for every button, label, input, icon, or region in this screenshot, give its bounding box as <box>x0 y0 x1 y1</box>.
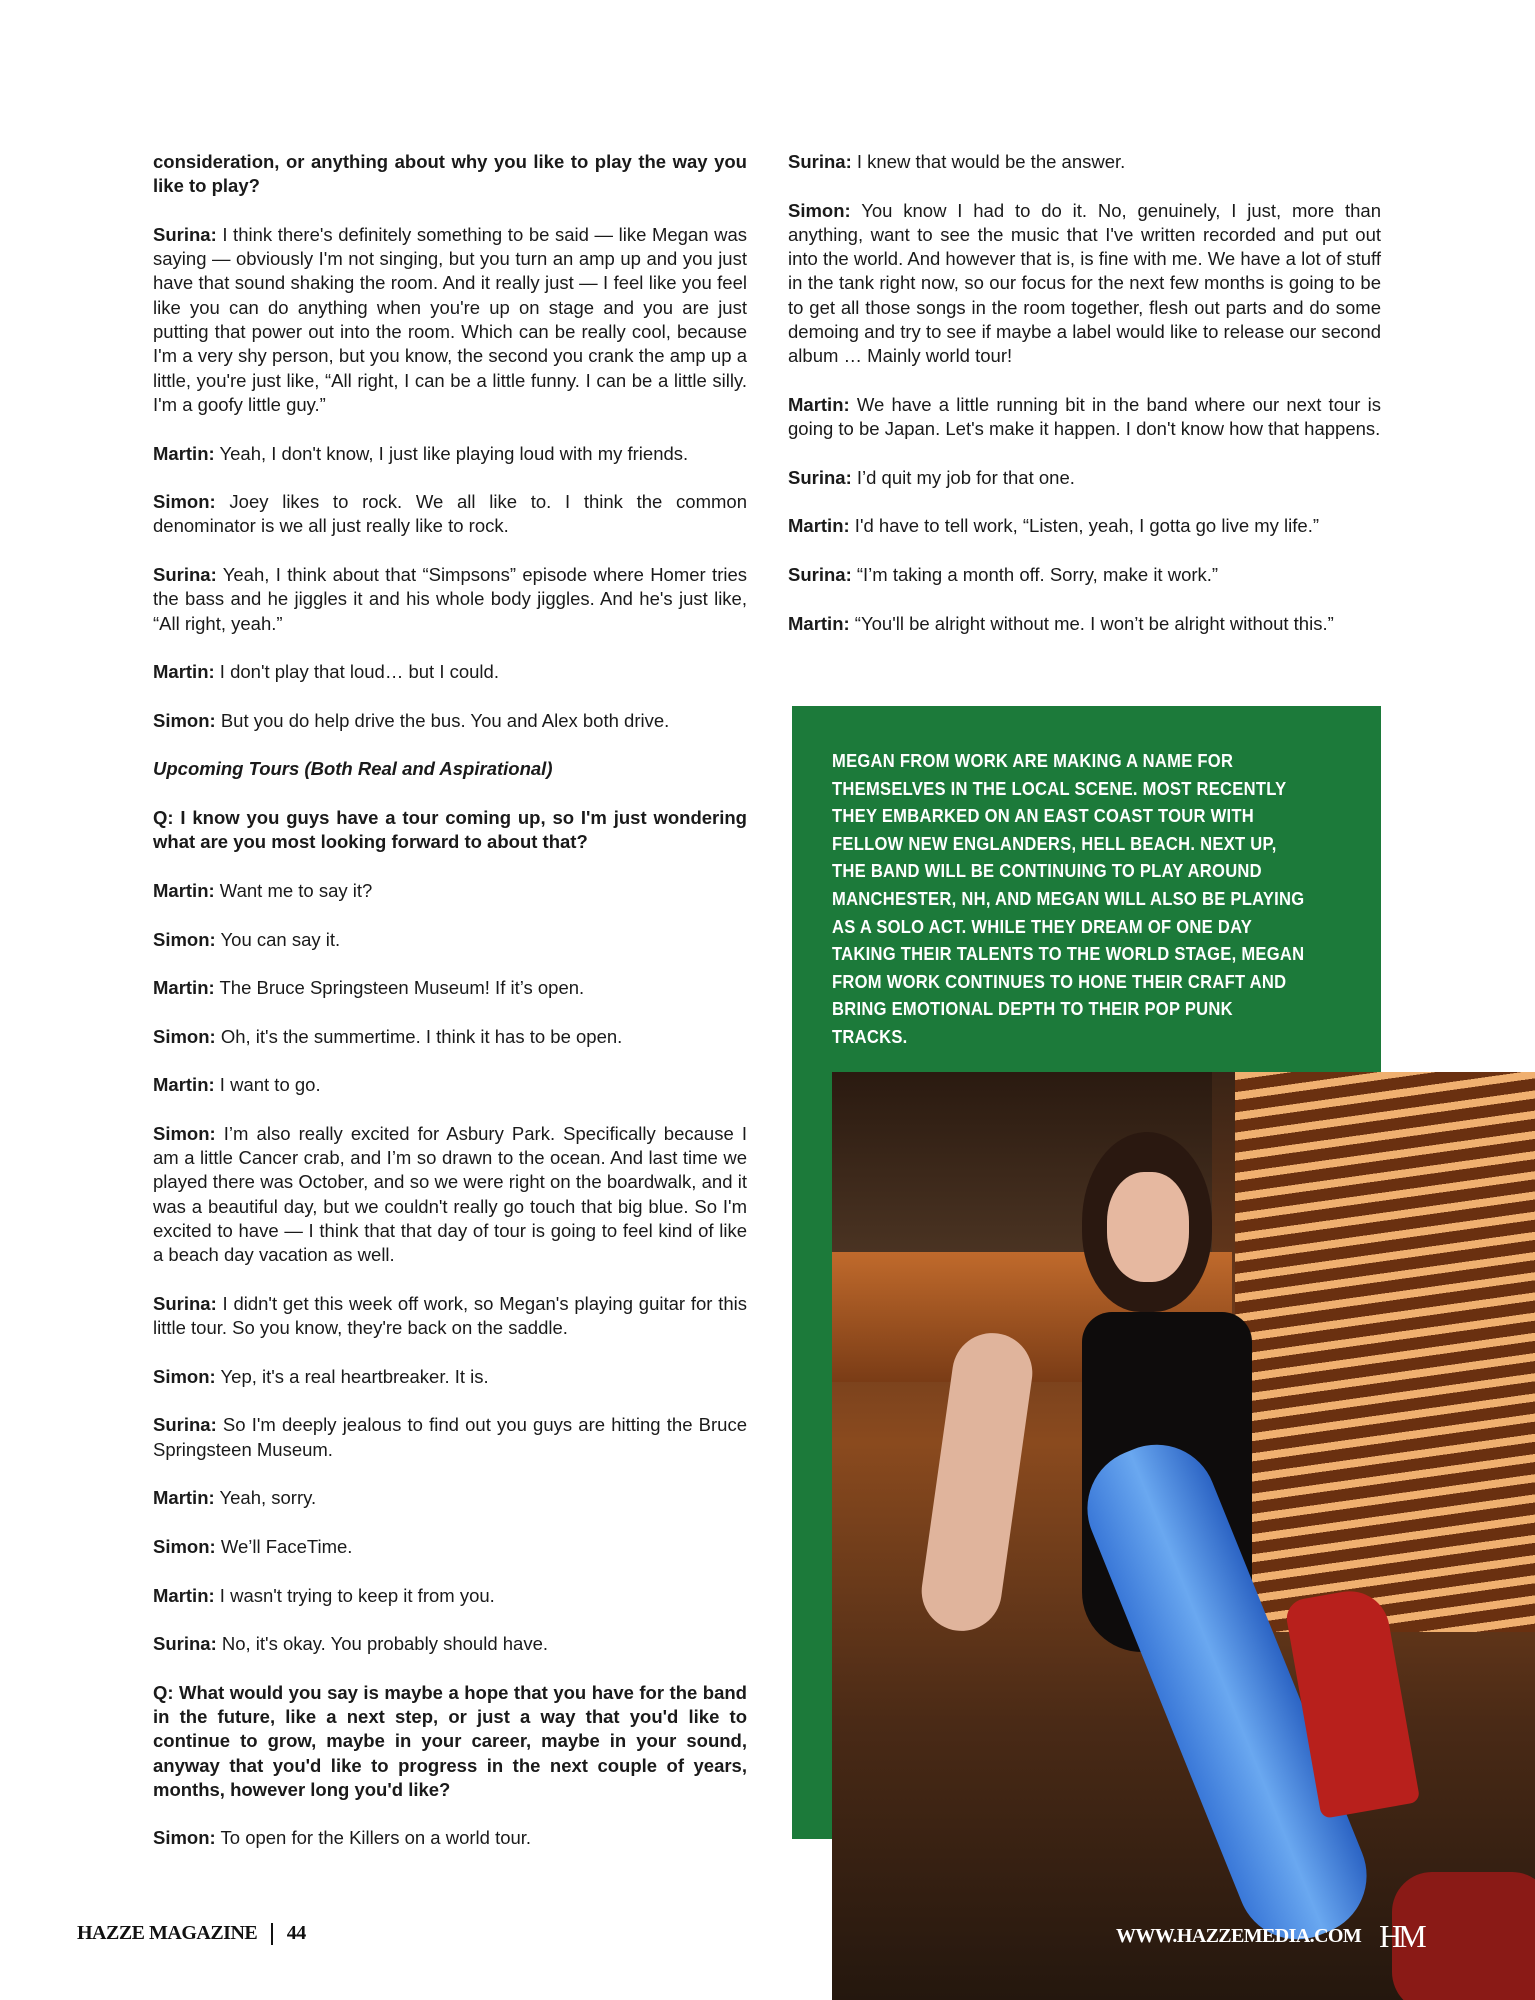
interview-question: Q: What would you say is maybe a hope that you have for the band in the future, like a next step, or just a way that you'd like to continue to grow, maybe in your career, maybe in your sound, anyway that you'd like to progress in the next couple of years, months, however long you'd like? <box>153 1681 747 1800</box>
speaker-name: Surina: <box>788 564 852 586</box>
speaker-text: I think there's definitely something to be said — like Megan was saying — obviously I'm not singing, but you turn an amp up and you just have that sound shaking the room. And it really just — I feel like you feel like you can do anything when you're up on stage and you are just putting that power out into the room. Which can be really cool, because I'm a very shy person, but you know, the second you crank the amp up a little, you're just like, “All right, I can be a little funny. I can be a little silly. I'm a goofy little guy.” <box>153 223 747 415</box>
speaker-text: Want me to say it? <box>214 879 373 901</box>
hazze-logo: HM <box>1379 1918 1423 1954</box>
speaker-name: Simon: <box>153 709 216 731</box>
speaker-name: Martin: <box>153 1584 215 1606</box>
speaker-name: Surina: <box>153 564 217 586</box>
interview-line <box>153 976 747 1000</box>
speaker-name: Surina: <box>153 1414 217 1436</box>
interview-line <box>153 709 747 733</box>
speaker-text: We have a little running bit in the band where our next tour is going to be Japan. Let's make it happen. I don't know how that happens. <box>788 393 1381 440</box>
speaker-text: To open for the Killers on a world tour. <box>215 1827 532 1849</box>
speaker-name: Surina: <box>153 1292 217 1314</box>
speaker-text: You can say it. <box>215 928 341 950</box>
speaker-text: I want to go. <box>214 1074 321 1096</box>
interview-line <box>153 1535 747 1559</box>
speaker-text: I didn't get this week off work, so Megan's playing guitar for this little tour. So you know, they're back on the saddle. <box>153 1292 747 1339</box>
speaker-name: Martin: <box>788 612 850 634</box>
left-article-column <box>153 150 747 1875</box>
interview-line <box>153 1826 747 1850</box>
website-link[interactable]: WWW.HAZZEMEDIA.COM <box>1116 1925 1362 1947</box>
footer-divider <box>271 1923 273 1945</box>
interview-line <box>153 1292 747 1341</box>
speaker-text: Yeah, I think about that “Simpsons” episode where Homer tries the bass and he jiggles it and his whole body jiggles. And he's just like, “All right, yeah.” <box>153 564 747 634</box>
speaker-text: “You'll be alright without me. I won’t be alright without this.” <box>849 612 1334 634</box>
interview-line <box>153 563 747 636</box>
sidebar-box-text: MEGAN FROM WORK ARE MAKING A NAME FOR THEMSELVES IN THE LOCAL SCENE. MOST RECENTLY THEY EMBARKED ON AN EAST COAST TOUR WITH FELLOW NEW ENGLANDERS, HELL BEACH. NEXT UP, THE BAND WILL BE CONTINUING TO PLAY AROUND MANCHESTER, NH, AND MEGAN WILL ALSO BE PLAYING AS A SOLO ACT. WHILE THEY DREAM OF ONE DAY TAKING THEIR TALENTS TO THE WORLD STAGE, MEGAN FROM WORK CONTINUES TO HONE THEIR CRAFT AND BRING EMOTIONAL DEPTH TO THEIR POP PUNK TRACKS. <box>832 751 1305 1047</box>
interview-line <box>153 879 747 903</box>
speaker-name: Surina: <box>788 151 852 172</box>
footer-magazine <box>77 1922 306 1945</box>
speaker-name: Martin: <box>153 1487 215 1509</box>
interview-line <box>153 1025 747 1049</box>
speaker-text: So I'm deeply jealous to find out you guys are hitting the Bruce Springsteen Museum. <box>153 1414 747 1460</box>
interview-line <box>788 466 1381 490</box>
magazine-name: HAZZE MAGAZINE <box>77 1922 258 1944</box>
speaker-text: We’ll FaceTime. <box>215 1535 353 1557</box>
speaker-text: I knew that would be the answer. <box>851 151 1126 172</box>
interview-line <box>153 1584 747 1608</box>
speaker-name: Martin: <box>153 661 215 683</box>
interview-line <box>153 1486 747 1510</box>
speaker-text: Oh, it's the summertime. I think it has to be open. <box>215 1025 623 1047</box>
speaker-name: Martin: <box>788 515 850 537</box>
speaker-name: Simon: <box>153 1025 216 1047</box>
speaker-name: Martin: <box>153 442 215 464</box>
interview-line <box>788 393 1381 442</box>
interview-line <box>153 1365 747 1389</box>
speaker-text: You know I had to do it. No, genuinely, I just, more than anything, want to see the music that I've written recorded and put out into the world. And however that is, is fine with me. We have a lot of stuff in the tank right now, so our focus for the next few months is going to be to get all those songs in the room together, flesh out parts and do some demoing and try to see if maybe a label would like to release our second album … Mainly world tour! <box>788 199 1381 367</box>
interview-line <box>153 223 747 417</box>
interview-question: Q: I know you guys have a tour coming up, so I'm just wondering what are you most looking forward to about that? <box>153 807 747 853</box>
footer-website <box>1116 1918 1423 1955</box>
speaker-name: Martin: <box>153 1074 215 1096</box>
speaker-name: Simon: <box>788 199 851 221</box>
interview-line <box>153 490 747 539</box>
photo-face <box>1107 1172 1189 1282</box>
interview-line <box>788 612 1381 636</box>
speaker-name: Surina: <box>153 1633 217 1655</box>
speaker-text: But you do help drive the bus. You and Alex both drive. <box>215 709 670 731</box>
speaker-text: The Bruce Springsteen Museum! If it’s open. <box>214 977 585 999</box>
speaker-text: I don't play that loud… but I could. <box>214 661 499 683</box>
speaker-text: I’d quit my job for that one. <box>851 466 1075 488</box>
speaker-name: Simon: <box>153 1122 216 1144</box>
interview-line <box>153 1632 747 1656</box>
speaker-name: Simon: <box>153 928 216 950</box>
page-number: 44 <box>286 1922 306 1944</box>
speaker-name: Surina: <box>788 466 852 488</box>
speaker-text: I'd have to tell work, “Listen, yeah, I gotta go live my life.” <box>849 515 1320 537</box>
speaker-text: I’m also really excited for Asbury Park. Specifically because I am a little Cancer crab, and I’m so drawn to the ocean. And last time we played there was October, and so we were right on the boardwalk, and it was a beautiful day, but we couldn't really go touch that big blue. So I'm excited to have — I think that that day of tour is going to feel kind of like a beach day vacation as well. <box>153 1122 747 1266</box>
interview-line <box>153 928 747 952</box>
speaker-text: No, it's okay. You probably should have. <box>216 1633 548 1655</box>
speaker-text: “I’m taking a month off. Sorry, make it work.” <box>851 564 1219 586</box>
speaker-name: Surina: <box>153 223 217 245</box>
speaker-text: Yeah, sorry. <box>214 1487 317 1509</box>
speaker-text: I wasn't trying to keep it from you. <box>214 1584 495 1606</box>
section-heading: Upcoming Tours (Both Real and Aspirational) <box>153 758 553 780</box>
speaker-text: Yeah, I don't know, I just like playing loud with my friends. <box>214 442 689 464</box>
interview-line <box>788 514 1381 538</box>
interview-line <box>153 1073 747 1097</box>
speaker-name: Martin: <box>788 393 850 415</box>
speaker-text: Joey likes to rock. We all like to. I think the common denominator is we all just really like to rock. <box>153 491 747 537</box>
speaker-text: Yep, it's a real heartbreaker. It is. <box>215 1365 489 1387</box>
interview-line <box>153 660 747 684</box>
interview-line <box>788 150 1381 174</box>
speaker-name: Simon: <box>153 1365 216 1387</box>
interview-line <box>153 442 747 466</box>
speaker-name: Simon: <box>153 491 216 513</box>
interview-line <box>153 1122 747 1268</box>
speaker-name: Simon: <box>153 1535 216 1557</box>
speaker-name: Martin: <box>153 879 215 901</box>
interview-line <box>788 563 1381 587</box>
photo-window-blinds <box>1235 1072 1535 1632</box>
speaker-name: Martin: <box>153 977 215 999</box>
speaker-name: Simon: <box>153 1827 216 1849</box>
band-member-photo <box>832 1072 1535 2000</box>
interview-line <box>153 1413 747 1462</box>
right-article-column <box>788 150 1381 660</box>
interview-line <box>788 199 1381 369</box>
interview-question: consideration, or anything about why you like to play the way you like to play? <box>153 151 747 197</box>
